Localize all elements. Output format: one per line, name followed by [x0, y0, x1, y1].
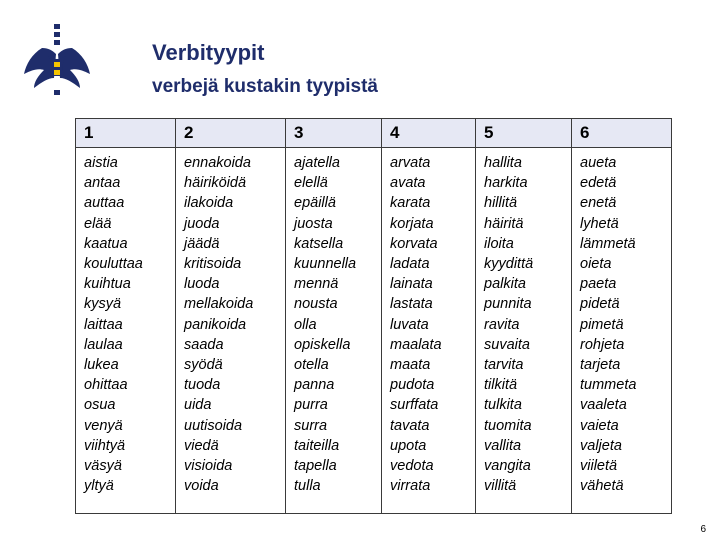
verb-item: voida — [184, 478, 219, 495]
header-type-5: 5 — [476, 119, 572, 148]
verb-item: enetä — [580, 195, 617, 212]
verb-item: elää — [84, 215, 112, 232]
verb-item: karata — [390, 195, 431, 212]
verb-item: palkita — [484, 276, 526, 293]
verb-item: ajatella — [294, 155, 340, 171]
header-type-1: 1 — [76, 119, 176, 148]
verb-list-type-5 — [484, 153, 571, 496]
verb-list-type-6 — [580, 153, 671, 496]
verb-item: antaa — [84, 175, 121, 192]
verb-item: tuomita — [484, 417, 532, 434]
verb-item: kritisoida — [184, 256, 242, 273]
verb-item: jäädä — [184, 235, 220, 252]
verb-item: hillitä — [484, 195, 518, 212]
page-number: 6 — [700, 524, 706, 535]
verb-item: laittaa — [84, 316, 123, 333]
verb-item: surffata — [390, 397, 439, 414]
verb-item: nousta — [294, 296, 338, 313]
table-header-row — [76, 119, 672, 148]
verb-item: väsyä — [84, 458, 122, 475]
verb-item: saada — [184, 336, 224, 353]
verb-list-type-2 — [184, 153, 285, 496]
verb-item: vallita — [484, 437, 522, 454]
verb-item: lyhetä — [580, 215, 619, 232]
slide-title: Verbityypit — [152, 40, 265, 65]
verb-item: kouluttaa — [84, 256, 143, 273]
verb-column-type-1 — [76, 148, 176, 514]
verb-type-table — [75, 118, 672, 514]
verb-item: katsella — [294, 235, 344, 252]
verb-item: upota — [390, 437, 427, 454]
verb-list-type-4 — [390, 153, 475, 496]
verb-item: oieta — [580, 256, 612, 273]
verb-item: häiriköidä — [184, 175, 247, 192]
verb-item: pidetä — [580, 296, 620, 313]
verb-item: otella — [294, 357, 329, 374]
slide-subtitle: verbejä kustakin tyypistä — [152, 76, 378, 97]
verb-item: ennakoida — [184, 155, 251, 171]
verb-item: epäillä — [294, 195, 336, 212]
verb-item: kuunnella — [294, 256, 357, 273]
verb-column-type-4 — [382, 148, 476, 514]
verb-item: avata — [390, 175, 426, 192]
verb-item: panikoida — [184, 316, 247, 333]
verb-item: aistia — [84, 155, 118, 171]
verb-item: edetä — [580, 175, 617, 192]
verb-item: vedota — [390, 458, 434, 475]
verb-column-type-3 — [286, 148, 382, 514]
verb-item: vaieta — [580, 417, 619, 434]
verb-item: ravita — [484, 316, 520, 333]
verb-column-type-2 — [176, 148, 286, 514]
verb-item: venyä — [84, 417, 123, 434]
verb-item: kyydittä — [484, 256, 534, 273]
verb-item: syödä — [184, 357, 223, 374]
header-type-6: 6 — [572, 119, 672, 148]
verb-item: korjata — [390, 215, 434, 232]
verb-item: tulla — [294, 478, 321, 495]
verb-item: panna — [294, 377, 335, 394]
verb-item: tarvita — [484, 357, 524, 374]
verb-item: iloita — [484, 235, 514, 252]
verb-item: mennä — [294, 276, 339, 293]
header-type-2: 2 — [176, 119, 286, 148]
verb-item: korvata — [390, 235, 438, 252]
verb-item: ohittaa — [84, 377, 128, 394]
verb-column-type-6 — [572, 148, 672, 514]
verb-item: tarjeta — [580, 357, 621, 374]
header-type-4: 4 — [382, 119, 476, 148]
verb-item: ilakoida — [184, 195, 234, 212]
verb-item: villitä — [484, 478, 517, 495]
verb-item: kaatua — [84, 235, 128, 252]
verb-item: tulkita — [484, 397, 522, 414]
verb-item: viedä — [184, 437, 219, 454]
verb-column-type-5 — [476, 148, 572, 514]
verb-item: uida — [184, 397, 212, 414]
verb-item: kysyä — [84, 296, 122, 313]
verb-item: pudota — [390, 377, 435, 394]
verb-item: tummeta — [580, 377, 637, 394]
verb-item: elellä — [294, 175, 328, 192]
verb-item: rohjeta — [580, 336, 625, 353]
verb-item: viihtyä — [84, 437, 126, 454]
verb-item: uutisoida — [184, 417, 243, 434]
verb-list-type-3 — [294, 153, 381, 496]
verb-item: aueta — [580, 155, 617, 171]
verb-item: taiteilla — [294, 437, 340, 454]
verb-item: visioida — [184, 458, 233, 475]
verb-item: tavata — [390, 417, 430, 434]
verb-item: opiskella — [294, 336, 351, 353]
verb-item: punnita — [484, 296, 532, 313]
verb-item: pimetä — [580, 316, 624, 333]
header-type-3: 3 — [286, 119, 382, 148]
verb-item: mellakoida — [184, 296, 254, 313]
verb-item: lastata — [390, 296, 433, 313]
verb-item: luoda — [184, 276, 220, 293]
verb-item: maalata — [390, 336, 442, 353]
verb-item: tuoda — [184, 377, 221, 394]
verb-item: surra — [294, 417, 328, 434]
verb-item: lukea — [84, 357, 119, 374]
verb-item: vähetä — [580, 478, 624, 495]
verb-item: arvata — [390, 155, 431, 171]
verb-item: juosta — [294, 215, 333, 232]
verb-item: laulaa — [84, 336, 123, 353]
university-torch-logo-icon — [22, 24, 94, 100]
verb-item: tapella — [294, 458, 337, 475]
verb-item: vaaleta — [580, 397, 627, 414]
verb-item: lainata — [390, 276, 433, 293]
verb-item: hallita — [484, 155, 522, 171]
verb-item: lämmetä — [580, 235, 636, 252]
verb-item: yltyä — [84, 478, 114, 495]
verb-item: olla — [294, 316, 317, 333]
verb-item: harkita — [484, 175, 528, 192]
verb-item: viiletä — [580, 458, 618, 475]
verb-item: suvaita — [484, 336, 530, 353]
table-body-row — [76, 148, 672, 514]
verb-item: auttaa — [84, 195, 125, 212]
verb-item: virrata — [390, 478, 431, 495]
verb-item: vangita — [484, 458, 531, 475]
verb-item: purra — [294, 397, 328, 414]
verb-item: ladata — [390, 256, 430, 273]
verb-item: luvata — [390, 316, 429, 333]
verb-item: häiritä — [484, 215, 524, 232]
verb-item: juoda — [184, 215, 220, 232]
verb-item: tilkitä — [484, 377, 518, 394]
verb-list-type-1 — [84, 153, 175, 496]
verb-item: maata — [390, 357, 431, 374]
verb-item: valjeta — [580, 437, 622, 454]
verb-item: osua — [84, 397, 116, 414]
verb-item: paeta — [580, 276, 617, 293]
verb-item: kuihtua — [84, 276, 131, 293]
